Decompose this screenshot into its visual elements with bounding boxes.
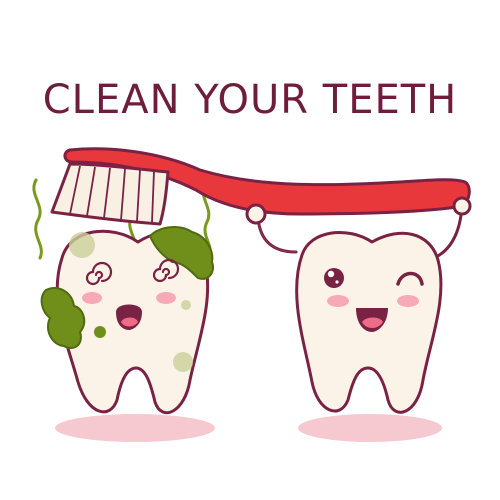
clean-tooth-eye bbox=[324, 268, 344, 288]
eye-highlight bbox=[335, 280, 338, 283]
toothbrush-icon bbox=[52, 149, 470, 224]
hand bbox=[454, 198, 470, 214]
stain-spot bbox=[69, 232, 95, 258]
cheek bbox=[397, 295, 419, 307]
cheek bbox=[82, 292, 102, 304]
stain-spot bbox=[173, 352, 193, 372]
dirty-tooth-shadow bbox=[55, 414, 215, 442]
stain-spot bbox=[94, 326, 106, 338]
cheek bbox=[327, 295, 349, 307]
cheek bbox=[156, 292, 176, 304]
hand bbox=[247, 205, 265, 223]
clean-tooth-arm bbox=[258, 218, 296, 252]
clean-tooth bbox=[297, 232, 441, 412]
eye-highlight bbox=[328, 271, 334, 277]
dirty-tooth bbox=[42, 227, 213, 413]
page-title: CLEAN YOUR TEETH bbox=[42, 77, 458, 123]
stain-spot bbox=[181, 300, 191, 310]
clean-tooth-shadow bbox=[298, 414, 442, 442]
